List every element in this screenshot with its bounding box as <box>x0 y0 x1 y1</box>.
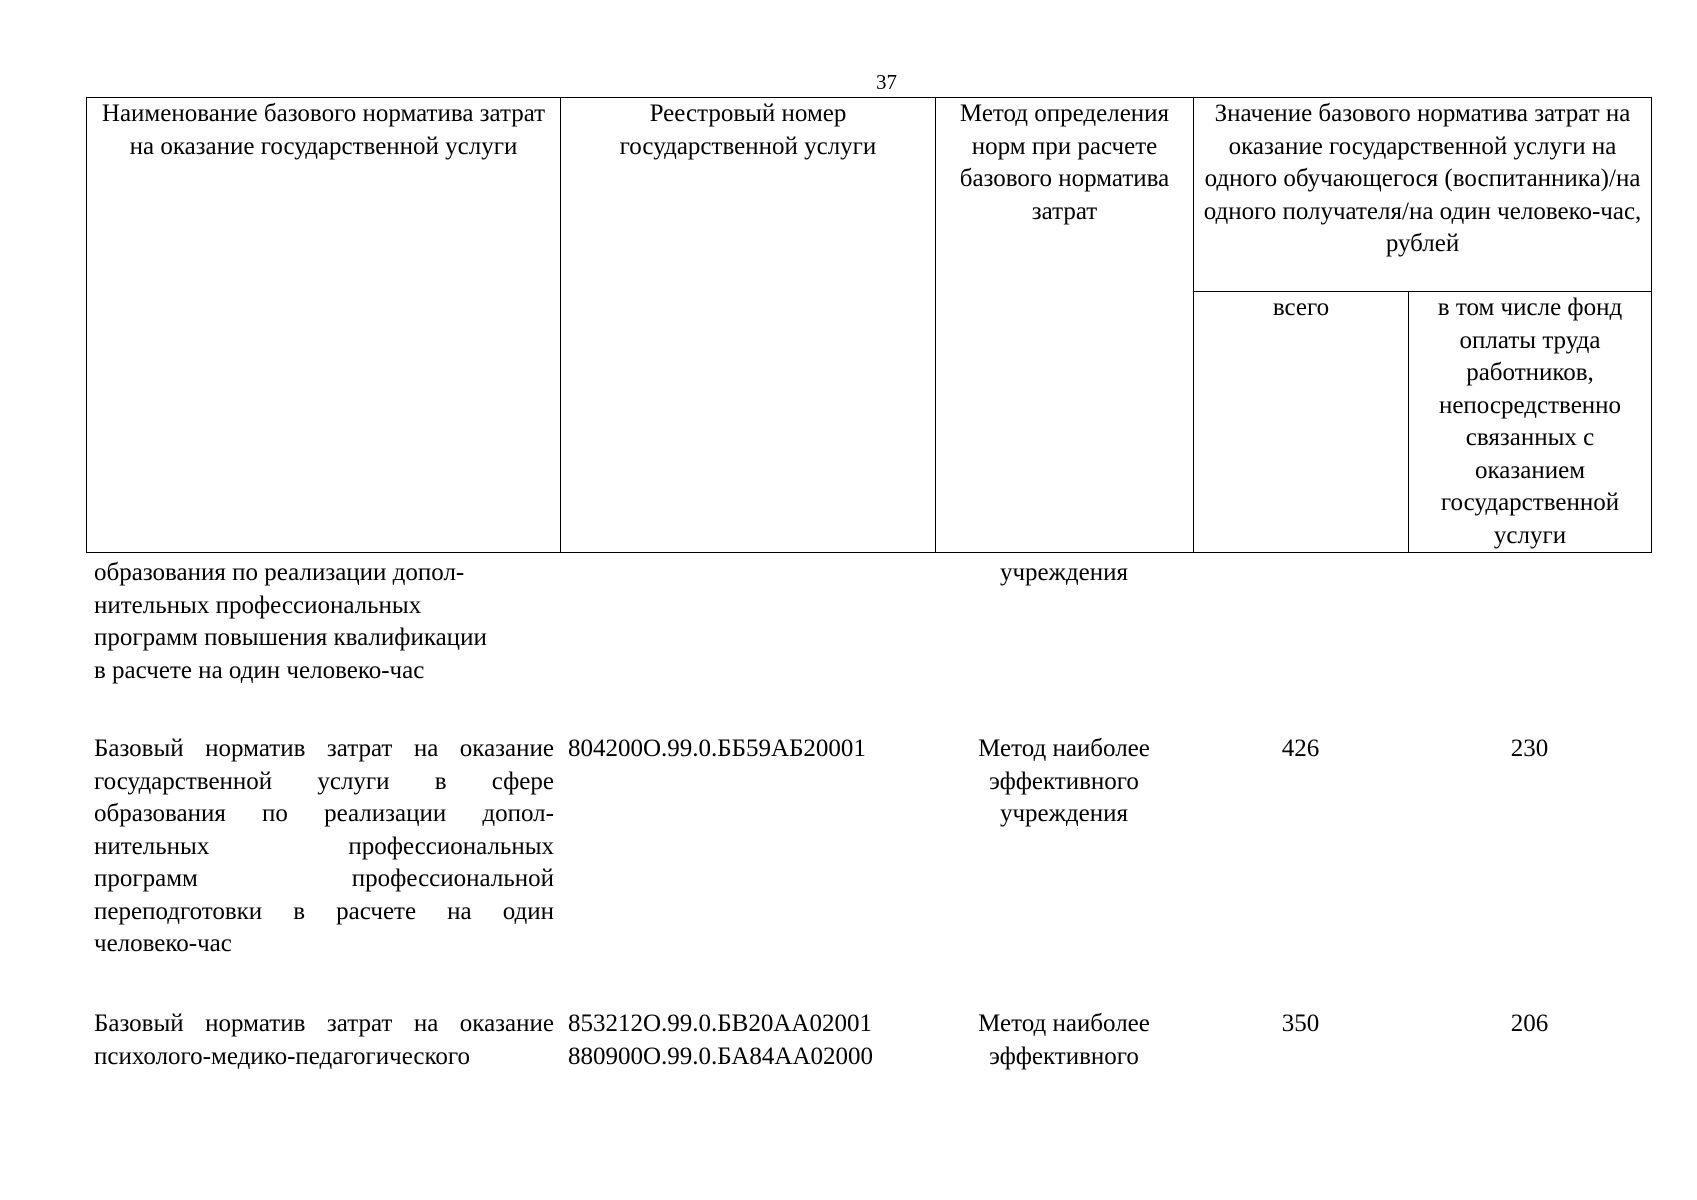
page-number: 37 <box>876 70 897 94</box>
header-wage-fund: в том числе фонд оплаты труда работников, непосредственно связанных с оказанием государственной услуги <box>1409 292 1652 553</box>
row-0-method: учреждения <box>999 559 1128 586</box>
row-2-method: Метод наиболее эффективного <box>978 1010 1150 1070</box>
table-header <box>86 97 1652 553</box>
header-method: Метод определения норм при расчете базового норматива затрат <box>936 98 1194 553</box>
header-registry-number: Реестровый номер государственной услуги <box>561 98 936 553</box>
header-total: всего <box>1194 292 1409 553</box>
row-2-wage-fund: 206 <box>1510 1010 1549 1037</box>
row-2-registry-number: 853212О.99.0.БВ20АА02001 880900О.99.0.БА84АА02000 <box>568 1010 873 1070</box>
row-1-total: 426 <box>1281 735 1320 762</box>
row-2-total: 350 <box>1281 1010 1320 1037</box>
row-1-method: Метод наиболее эффективного учреждения <box>978 735 1150 827</box>
header-service-name: Наименование базового норматива затрат на оказание государственной услуги <box>87 98 561 553</box>
header-norm-value: Значение базового норматива затрат на оказание государственной услуги на одного обучающегося (воспитанника)/на одного получателя/на один человеко-час, рублей <box>1194 98 1652 292</box>
row-1-registry-number: 804200О.99.0.ББ59АБ20001 <box>568 735 866 762</box>
row-2-service-name: Базовый норматив затрат на оказание психолого-медико-педагогического <box>94 1010 554 1070</box>
row-0-service-name: образования по реализации допол- нительных профессиональных программ повышения квалификации в расчете на один человеко-час <box>94 559 487 684</box>
row-1-service-name: Базовый норматив затрат на оказание государственной услуги в сфере образования по реализации допол- нительных профессиональных программ профессиональной переподготовки в расчете на один человеко-час <box>94 735 554 957</box>
row-1-wage-fund: 230 <box>1510 735 1549 762</box>
